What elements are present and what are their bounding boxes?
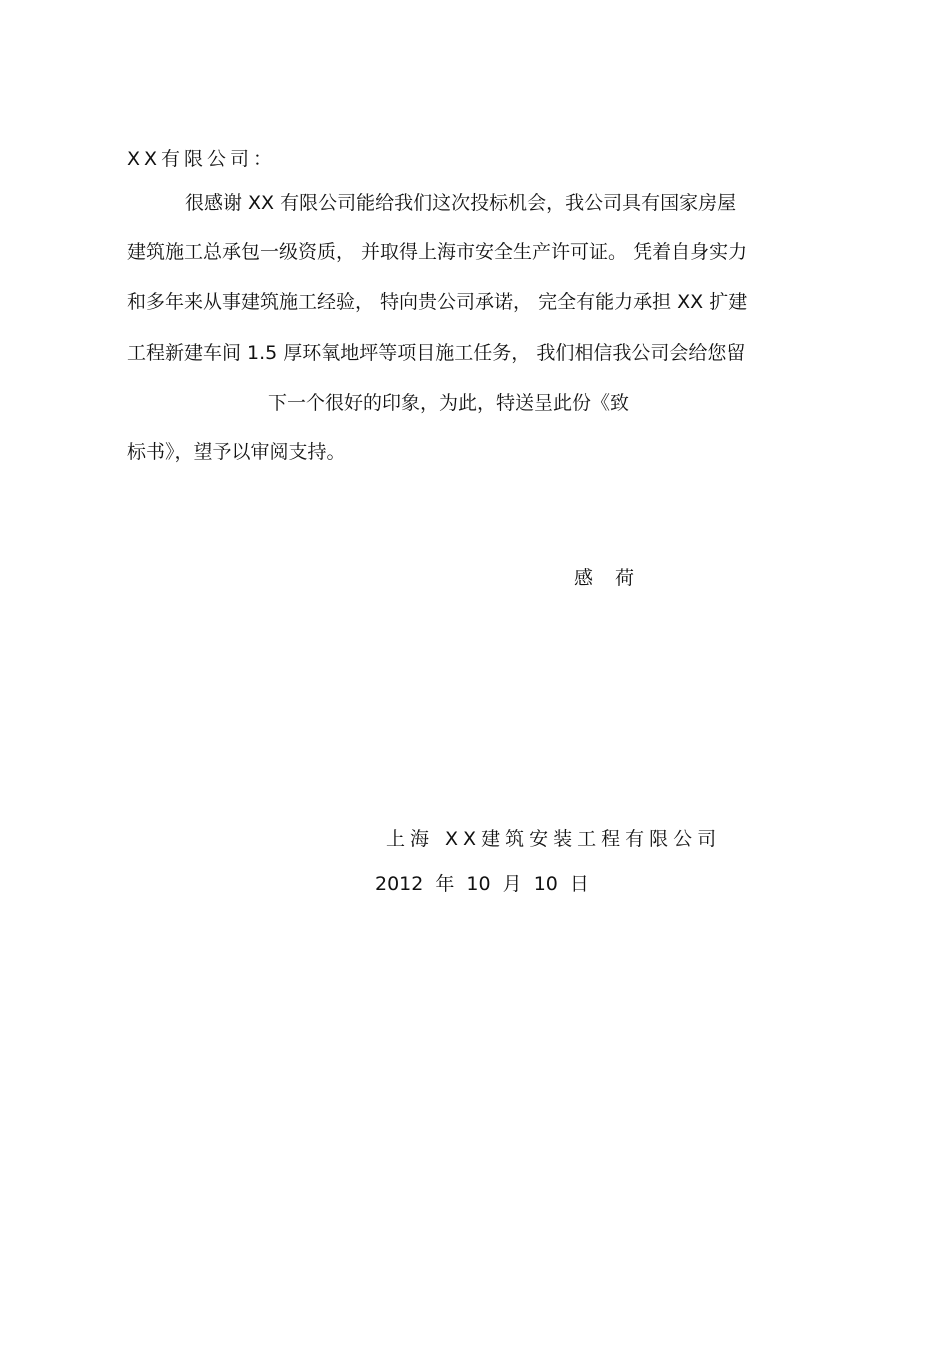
body-line-4: 工程新建车间 1.5 厚环氧地坪等项目施工任务， 我们相信我公司会给您留 [127, 342, 746, 364]
signature-company: 上海 XX建筑安装工程有限公司 [386, 828, 722, 850]
closing: 感荷 [574, 567, 657, 589]
body-line-2: 建筑施工总承包一级资质， 并取得上海市安全生产许可证。 凭着自身实力 [127, 241, 748, 263]
body-line-3: 和多年来从事建筑施工经验， 特向贵公司承诺， 完全有能力承担 XX 扩建 [127, 291, 748, 313]
signature-date: 2012 年 10 月 10 日 [375, 873, 589, 895]
body-line-5: 下一个很好的印象，为此，特送呈此份《致 [268, 392, 630, 414]
body-line-6: 标书》，望予以审阅支持。 [127, 441, 346, 463]
salutation: XX有限公司： [127, 148, 277, 170]
body-line-1: 很感谢 XX 有限公司能给我们这次投标机会，我公司具有国家房屋 [185, 192, 737, 214]
